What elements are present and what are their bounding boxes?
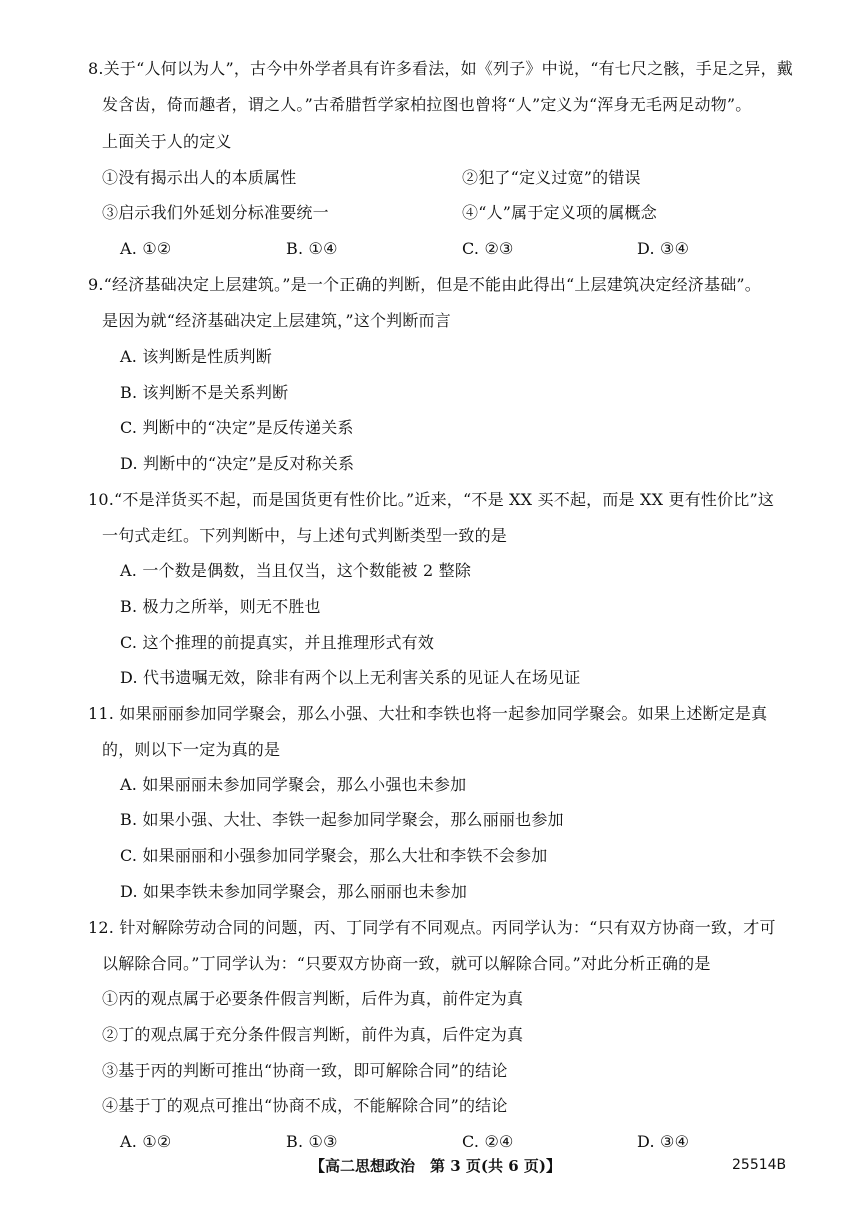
q11-option-d[interactable]: D. 如果李铁未参加同学聚会，那么丽丽也未参加 (120, 882, 468, 901)
q12-option-d[interactable]: D. ③④ (637, 1132, 690, 1151)
q8-option-d[interactable]: D. ③④ (637, 239, 690, 258)
q12-statement-3: ③基于丙的判断可推出“协商一致，即可解除合同”的结论 (102, 1061, 508, 1080)
q10-stem-line2: 一句式走红。下列判断中，与上述句式判断类型一致的是 (102, 526, 508, 545)
q11-option-c[interactable]: C. 如果丽丽和小强参加同学聚会，那么大壮和李铁不会参加 (120, 846, 548, 865)
q12-stem-line2: 以解除合同。”丁同学认为：“只要双方协商一致，就可以解除合同。”对此分析正确的是 (102, 954, 711, 973)
q12-statement-1: ①丙的观点属于必要条件假言判断，后件为真，前件定为真 (102, 989, 524, 1008)
q9-option-c[interactable]: C. 判断中的“决定”是反传递关系 (120, 418, 354, 437)
q11-stem-line2: 的，则以下一定为真的是 (102, 740, 281, 759)
footer-code: 25514B (732, 1157, 787, 1173)
q8-statement-2: ②犯了“定义过宽”的错误 (462, 168, 641, 187)
q8-option-c[interactable]: C. ②③ (462, 239, 514, 258)
page-footer (0, 1155, 860, 1179)
footer-title: 【高二思想政治 第 3 页(共 6 页)】 (310, 1157, 561, 1175)
q9-option-b[interactable]: B. 该判断不是关系判断 (120, 383, 289, 402)
q12-statement-4: ④基于丁的观点可推出“协商不成，不能解除合同”的结论 (102, 1096, 508, 1115)
q9-stem-line2: 是因为就“经济基础决定上层建筑，”这个判断而言 (102, 311, 451, 330)
q12-option-c[interactable]: C. ②④ (462, 1132, 514, 1151)
q8-stem-line3: 上面关于人的定义 (102, 132, 232, 151)
q8-statement-1: ①没有揭示出人的本质属性 (102, 168, 297, 187)
q12-statement-2: ②丁的观点属于充分条件假言判断，前件为真，后件定为真 (102, 1025, 524, 1044)
q12-stem-line1: 12. 针对解除劳动合同的问题，丙、丁同学有不同观点。丙同学认为：“只有双方协商一致，才可 (88, 918, 776, 937)
q12-option-a[interactable]: A. ①② (120, 1132, 172, 1151)
q10-option-b[interactable]: B. 极力之所举，则无不胜也 (120, 597, 321, 616)
q11-stem-line1: 11. 如果丽丽参加同学聚会，那么小强、大壮和李铁也将一起参加同学聚会。如果上述断定是真 (88, 704, 768, 723)
q8-statement-3: ③启示我们外延划分标准要统一 (102, 203, 329, 222)
q10-option-c[interactable]: C. 这个推理的前提真实，并且推理形式有效 (120, 633, 435, 652)
q9-stem-line1: 9.“经济基础决定上层建筑。”是一个正确的判断，但是不能由此得出“上层建筑决定经济基础”。 (88, 275, 761, 294)
q9-option-a[interactable]: A. 该判断是性质判断 (120, 347, 272, 366)
q9-option-d[interactable]: D. 判断中的“决定”是反对称关系 (120, 454, 355, 473)
q8-stem-line2: 发含齿，倚而趣者，谓之人。”古希腊哲学家柏拉图也曾将“人”定义为“浑身无毛两足动物”。 (102, 95, 752, 114)
q8-stem-line1: 8.关于“人何以为人”，古今中外学者具有许多看法，如《列子》中说，“有七尺之骸，手足之异，戴 (88, 59, 794, 78)
q8-option-b[interactable]: B. ①④ (286, 239, 338, 258)
q12-option-b[interactable]: B. ①③ (286, 1132, 338, 1151)
q10-stem-line1: 10.“不是洋货买不起，而是国货更有性价比。”近来，“不是 XX 买不起，而是 XX 更有性价比”这 (88, 490, 775, 509)
q10-option-d[interactable]: D. 代书遗嘱无效，除非有两个以上无利害关系的见证人在场见证 (120, 668, 581, 687)
q8-option-a[interactable]: A. ①② (120, 239, 172, 258)
q11-option-b[interactable]: B. 如果小强、大壮、李铁一起参加同学聚会，那么丽丽也参加 (120, 810, 564, 829)
q11-option-a[interactable]: A. 如果丽丽未参加同学聚会，那么小强也未参加 (120, 775, 467, 794)
q8-statement-4: ④“人”属于定义项的属概念 (462, 203, 657, 222)
q10-option-a[interactable]: A. 一个数是偶数，当且仅当，这个数能被 2 整除 (120, 561, 472, 580)
